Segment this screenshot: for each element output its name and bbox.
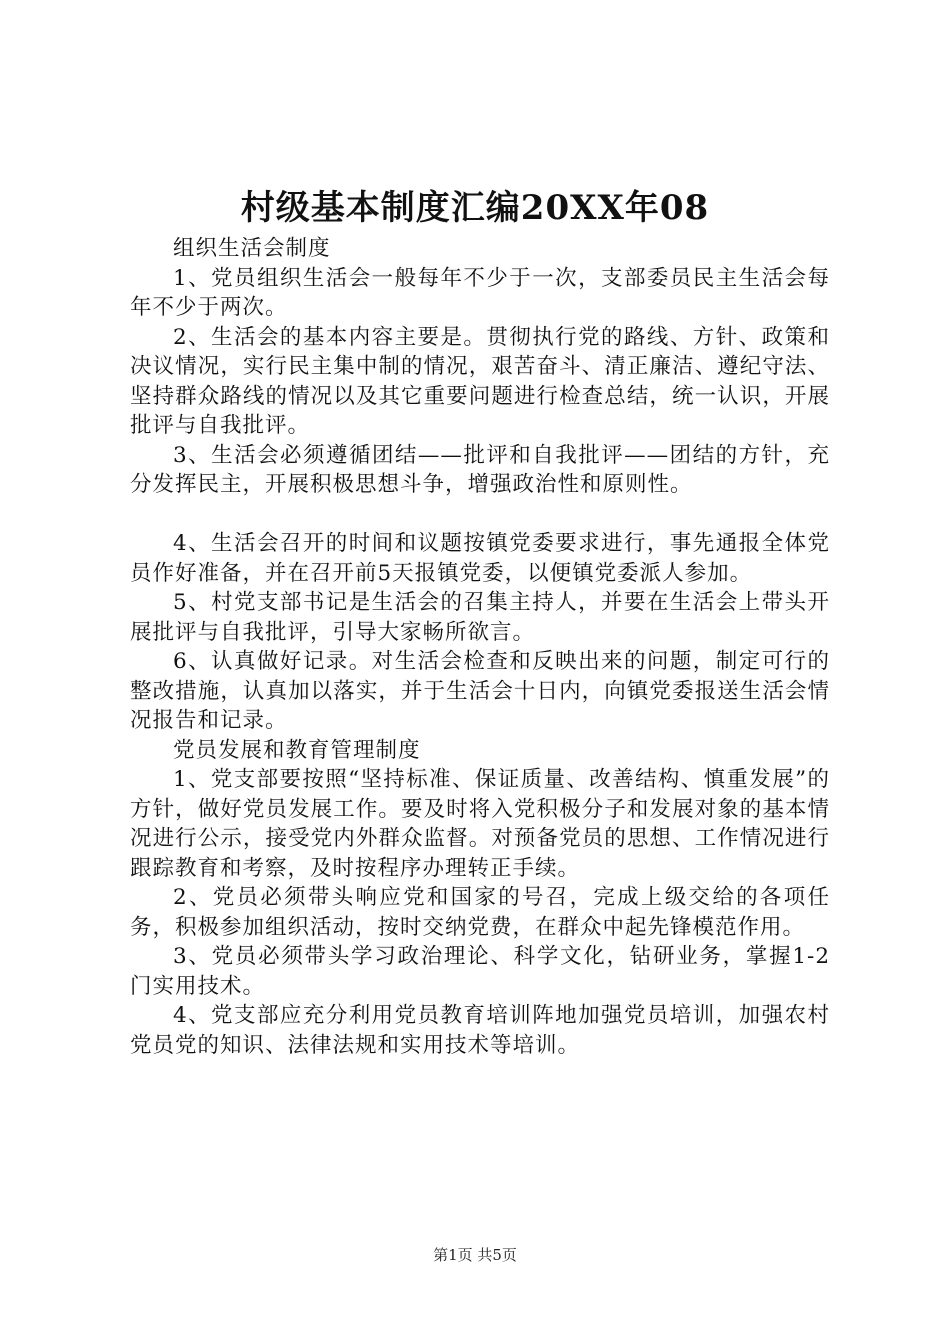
paragraph: 2、党员必须带头响应党和国家的号召，完成上级交给的各项任务，积极参加组织活动，按时交纳党费，在群众中起先锋模范作用。 [130, 885, 830, 940]
paragraph: 1、党员组织生活会一般每年不少于一次，支部委员民主生活会每年不少于两次。 [130, 265, 830, 320]
page-number: 第1页 共5页 [433, 1246, 517, 1264]
document-body [130, 234, 830, 1060]
paragraph: 3、生活会必须遵循团结——批评和自我批评——团结的方针，充分发挥民主，开展积极思想斗争，增强政治性和原则性。 [130, 442, 830, 497]
paragraph: 2、生活会的基本内容主要是。贯彻执行党的路线、方针、政策和决议情况，实行民主集中制的情况，艰苦奋斗、清正廉洁、遵纪守法、坚持群众路线的情况以及其它重要问题进行检查总结，统一认识，开展批评与自我批评。 [130, 324, 830, 438]
paragraph: 1、党支部要按照“坚持标准、保证质量、改善结构、慎重发展”的方针，做好党员发展工作。要及时将入党积极分子和发展对象的基本情况进行公示，接受党内外群众监督。对预备党员的思想、工作情况进行跟踪教育和考察，及时按程序办理转正手续。 [130, 767, 830, 881]
paragraph: 5、村党支部书记是生活会的召集主持人，并要在生活会上带头开展批评与自我批评，引导大家畅所欲言。 [130, 590, 830, 645]
section-heading-org-life: 组织生活会制度 [173, 236, 331, 261]
section-heading-member-dev: 党员发展和教育管理制度 [173, 737, 421, 763]
paragraph: 6、认真做好记录。对生活会检查和反映出来的问题，制定可行的整改措施，认真加以落实，并于生活会十日内，向镇党委报送生活会情况报告和记录。 [130, 649, 830, 733]
paragraph: 4、党支部应充分利用党员教育培训阵地加强党员培训，加强农村党员党的知识、法律法规和实用技术等培训。 [130, 1003, 830, 1058]
blank-line [130, 500, 830, 530]
paragraph: 3、党员必须带头学习政治理论、科学文化，钻研业务，掌握1-2门实用技术。 [130, 944, 830, 999]
paragraph: 4、生活会召开的时间和议题按镇党委要求进行，事先通报全体党员作好准备，并在召开前5天报镇党委，以便镇党委派人参加。 [130, 531, 830, 586]
document-title: 村级基本制度汇编20XX年08 [240, 188, 710, 228]
